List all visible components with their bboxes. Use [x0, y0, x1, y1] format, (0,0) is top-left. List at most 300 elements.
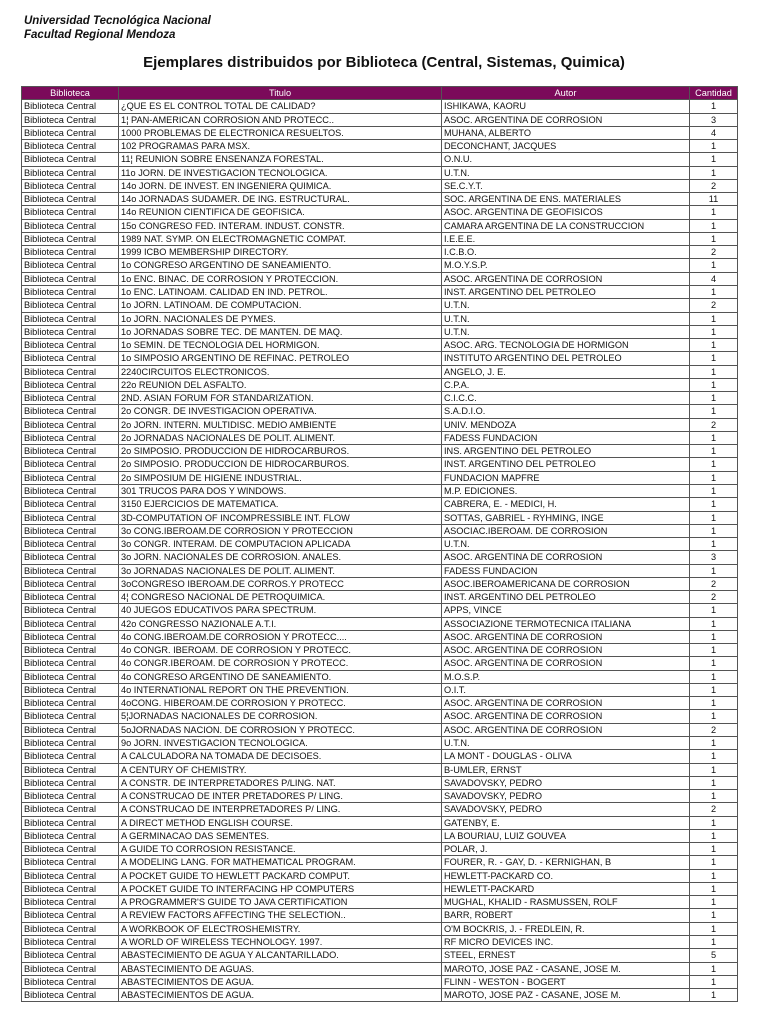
biblioteca-cell: Biblioteca Central	[22, 723, 119, 736]
table-row	[22, 657, 738, 670]
table-row	[22, 829, 738, 842]
table-row	[22, 790, 738, 803]
biblioteca-cell: Biblioteca Central	[22, 219, 119, 232]
autor-cell: C.I.C.C.	[442, 392, 690, 405]
table-row	[22, 325, 738, 338]
autor-cell: FADESS FUNDACION	[442, 564, 690, 577]
column-header-titulo: Titulo	[119, 87, 442, 100]
biblioteca-cell: Biblioteca Central	[22, 896, 119, 909]
titulo-cell: 3o CONG.IBEROAM.DE CORROSION Y PROTECCION	[119, 524, 442, 537]
autor-cell: INST. ARGENTINO DEL PETROLEO	[442, 458, 690, 471]
autor-cell: ASOC. ARGENTINA DE CORROSION	[442, 723, 690, 736]
autor-cell: LA BOURIAU, LUIZ GOUVEA	[442, 829, 690, 842]
table-row	[22, 484, 738, 497]
autor-cell: C.P.A.	[442, 378, 690, 391]
table-row	[22, 882, 738, 895]
biblioteca-cell: Biblioteca Central	[22, 458, 119, 471]
autor-cell: M.O.S.P.	[442, 670, 690, 683]
cantidad-cell: 2	[690, 179, 738, 192]
titulo-cell: A GERMINACAO DAS SEMENTES.	[119, 829, 442, 842]
cantidad-cell: 1	[690, 378, 738, 391]
table-row	[22, 352, 738, 365]
titulo-cell: 4o CONG.IBEROAM.DE CORROSION Y PROTECC....	[119, 630, 442, 643]
cantidad-cell: 1	[690, 524, 738, 537]
table-row	[22, 418, 738, 431]
autor-cell: STEEL, ERNEST	[442, 949, 690, 962]
autor-cell: ISHIKAWA, KAORU	[442, 100, 690, 113]
autor-cell: M.P. EDICIONES.	[442, 484, 690, 497]
biblioteca-cell: Biblioteca Central	[22, 776, 119, 789]
autor-cell: ASOC. ARGENTINA DE CORROSION	[442, 657, 690, 670]
table-row	[22, 405, 738, 418]
biblioteca-cell: Biblioteca Central	[22, 630, 119, 643]
cantidad-cell: 1	[690, 352, 738, 365]
table-row	[22, 153, 738, 166]
titulo-cell: ABASTECIMIENTO DE AGUAS.	[119, 962, 442, 975]
autor-cell: O'M BOCKRIS, J. - FREDLEIN, R.	[442, 922, 690, 935]
titulo-cell: 102 PROGRAMAS PARA MSX.	[119, 140, 442, 153]
biblioteca-cell: Biblioteca Central	[22, 869, 119, 882]
biblioteca-cell: Biblioteca Central	[22, 299, 119, 312]
titulo-cell: 2o SIMPOSIO. PRODUCCION DE HIDROCARBUROS.	[119, 445, 442, 458]
table-row	[22, 100, 738, 113]
table-row	[22, 524, 738, 537]
page-title: Ejemplares distribuidos por Biblioteca (Central, Sistemas, Quimica)	[143, 54, 625, 71]
cantidad-cell: 1	[690, 750, 738, 763]
biblioteca-cell: Biblioteca Central	[22, 140, 119, 153]
table-row	[22, 750, 738, 763]
titulo-cell: A CENTURY OF CHEMISTRY.	[119, 763, 442, 776]
biblioteca-cell: Biblioteca Central	[22, 365, 119, 378]
autor-cell: ASOCIAC.IBEROAM. DE CORROSION	[442, 524, 690, 537]
biblioteca-cell: Biblioteca Central	[22, 737, 119, 750]
biblioteca-cell: Biblioteca Central	[22, 166, 119, 179]
biblioteca-cell: Biblioteca Central	[22, 949, 119, 962]
autor-cell: FUNDACION MAPFRE	[442, 471, 690, 484]
cantidad-cell: 2	[690, 418, 738, 431]
biblioteca-cell: Biblioteca Central	[22, 591, 119, 604]
titulo-cell: 11¦ REUNION SOBRE ENSENANZA FORESTAL.	[119, 153, 442, 166]
titulo-cell: 3150 EJERCICIOS DE MATEMATICA.	[119, 498, 442, 511]
cantidad-cell: 1	[690, 683, 738, 696]
table-row	[22, 577, 738, 590]
cantidad-cell: 1	[690, 630, 738, 643]
column-header-cantidad: Cantidad	[690, 87, 738, 100]
autor-cell: M.O.Y.S.P.	[442, 259, 690, 272]
table-row	[22, 989, 738, 1002]
cantidad-cell: 1	[690, 882, 738, 895]
titulo-cell: 3o JORN. NACIONALES DE CORROSION. ANALES.	[119, 551, 442, 564]
autor-cell: CAMARA ARGENTINA DE LA CONSTRUCCION	[442, 219, 690, 232]
autor-cell: I.E.E.E.	[442, 232, 690, 245]
table-body	[22, 100, 738, 1002]
table-row	[22, 299, 738, 312]
titulo-cell: 1000 PROBLEMAS DE ELECTRONICA RESUELTOS.	[119, 126, 442, 139]
biblioteca-cell: Biblioteca Central	[22, 816, 119, 829]
biblioteca-cell: Biblioteca Central	[22, 524, 119, 537]
biblioteca-cell: Biblioteca Central	[22, 617, 119, 630]
cantidad-cell: 4	[690, 272, 738, 285]
biblioteca-cell: Biblioteca Central	[22, 445, 119, 458]
cantidad-cell: 1	[690, 843, 738, 856]
cantidad-cell: 1	[690, 471, 738, 484]
biblioteca-cell: Biblioteca Central	[22, 564, 119, 577]
titulo-cell: 2o JORN. INTERN. MULTIDISC. MEDIO AMBIENTE	[119, 418, 442, 431]
titulo-cell: 4o CONGR. IBEROAM. DE CORROSION Y PROTECC.	[119, 644, 442, 657]
table-row	[22, 630, 738, 643]
cantidad-cell: 2	[690, 299, 738, 312]
titulo-cell: A MODELING LANG. FOR MATHEMATICAL PROGRAM.	[119, 856, 442, 869]
titulo-cell: 3o JORNADAS NACIONALES DE POLIT. ALIMENT.	[119, 564, 442, 577]
cantidad-cell: 1	[690, 232, 738, 245]
table-row	[22, 683, 738, 696]
autor-cell: ASOC. ARGENTINA DE CORROSION	[442, 697, 690, 710]
titulo-cell: 1o ENC. BINAC. DE CORROSION Y PROTECCION.	[119, 272, 442, 285]
biblioteca-cell: Biblioteca Central	[22, 418, 119, 431]
table-row	[22, 471, 738, 484]
autor-cell: O.N.U.	[442, 153, 690, 166]
cantidad-cell: 1	[690, 166, 738, 179]
cantidad-cell: 1	[690, 697, 738, 710]
table-row	[22, 538, 738, 551]
column-header-autor: Autor	[442, 87, 690, 100]
autor-cell: SAVADOVSKY, PEDRO	[442, 790, 690, 803]
titulo-cell: 2ND. ASIAN FORUM FOR STANDARIZATION.	[119, 392, 442, 405]
biblioteca-cell: Biblioteca Central	[22, 471, 119, 484]
autor-cell: ASOC. ARGENTINA DE CORROSION	[442, 630, 690, 643]
biblioteca-cell: Biblioteca Central	[22, 392, 119, 405]
autor-cell: SAVADOVSKY, PEDRO	[442, 803, 690, 816]
autor-cell: FADESS FUNDACION	[442, 431, 690, 444]
cantidad-cell: 4	[690, 126, 738, 139]
table-row	[22, 206, 738, 219]
titulo-cell: 3o CONGR. INTERAM. DE COMPUTACION APLICADA	[119, 538, 442, 551]
biblioteca-cell: Biblioteca Central	[22, 644, 119, 657]
titulo-cell: 22o REUNION DEL ASFALTO.	[119, 378, 442, 391]
titulo-cell: 2o CONGR. DE INVESTIGACION OPERATIVA.	[119, 405, 442, 418]
table-row	[22, 365, 738, 378]
biblioteca-cell: Biblioteca Central	[22, 975, 119, 988]
titulo-cell: 2o SIMPOSIO. PRODUCCION DE HIDROCARBUROS.	[119, 458, 442, 471]
cantidad-cell: 1	[690, 431, 738, 444]
titulo-cell: A REVIEW FACTORS AFFECTING THE SELECTION..	[119, 909, 442, 922]
autor-cell: B-UMLER, ERNST	[442, 763, 690, 776]
cantidad-cell: 1	[690, 140, 738, 153]
table-row	[22, 392, 738, 405]
biblioteca-cell: Biblioteca Central	[22, 484, 119, 497]
cantidad-cell: 11	[690, 193, 738, 206]
autor-cell: SE.C.Y.T.	[442, 179, 690, 192]
biblioteca-cell: Biblioteca Central	[22, 803, 119, 816]
biblioteca-cell: Biblioteca Central	[22, 790, 119, 803]
cantidad-cell: 1	[690, 538, 738, 551]
biblioteca-cell: Biblioteca Central	[22, 962, 119, 975]
table-row	[22, 776, 738, 789]
column-header-biblioteca: Biblioteca	[22, 87, 119, 100]
table-row	[22, 975, 738, 988]
table-row	[22, 272, 738, 285]
cantidad-cell: 1	[690, 670, 738, 683]
titulo-cell: 4o CONGRESO ARGENTINO DE SANEAMIENTO.	[119, 670, 442, 683]
autor-cell: SAVADOVSKY, PEDRO	[442, 776, 690, 789]
autor-cell: ASOC. ARGENTINA DE CORROSION	[442, 551, 690, 564]
table-row	[22, 511, 738, 524]
biblioteca-cell: Biblioteca Central	[22, 405, 119, 418]
titulo-cell: A CALCULADORA NA TOMADA DE DECISOES.	[119, 750, 442, 763]
cantidad-cell: 1	[690, 776, 738, 789]
autor-cell: MUGHAL, KHALID - RASMUSSEN, ROLF	[442, 896, 690, 909]
autor-cell: RF MICRO DEVICES INC.	[442, 936, 690, 949]
titulo-cell: A CONSTR. DE INTERPRETADORES P/LING. NAT.	[119, 776, 442, 789]
cantidad-cell: 1	[690, 285, 738, 298]
autor-cell: ASOC. ARGENTINA DE CORROSION	[442, 272, 690, 285]
autor-cell: APPS, VINCE	[442, 604, 690, 617]
titulo-cell: 42o CONGRESSO NAZIONALE A.T.I.	[119, 617, 442, 630]
titulo-cell: 5¦JORNADAS NACIONALES DE CORROSION.	[119, 710, 442, 723]
titulo-cell: ABASTECIMIENTO DE AGUA Y ALCANTARILLADO.	[119, 949, 442, 962]
biblioteca-cell: Biblioteca Central	[22, 498, 119, 511]
titulo-cell: 4¦ CONGRESO NACIONAL DE PETROQUIMICA.	[119, 591, 442, 604]
table-row	[22, 179, 738, 192]
biblioteca-cell: Biblioteca Central	[22, 909, 119, 922]
autor-cell: ASOC.IBEROAMERICANA DE CORROSION	[442, 577, 690, 590]
cantidad-cell: 1	[690, 856, 738, 869]
autor-cell: ASOC. ARGENTINA DE GEOFISICOS	[442, 206, 690, 219]
biblioteca-cell: Biblioteca Central	[22, 538, 119, 551]
titulo-cell: 1999 ICBO MEMBERSHIP DIRECTORY.	[119, 246, 442, 259]
autor-cell: ASOC. ARGENTINA DE CORROSION	[442, 644, 690, 657]
autor-cell: SOC. ARGENTINA DE ENS. MATERIALES	[442, 193, 690, 206]
table-row	[22, 126, 738, 139]
titulo-cell: A CONSTRUCAO DE INTERPRETADORES P/ LING.	[119, 803, 442, 816]
cantidad-cell: 1	[690, 657, 738, 670]
titulo-cell: 4o CONGR.IBEROAM. DE CORROSION Y PROTECC.	[119, 657, 442, 670]
table-row	[22, 922, 738, 935]
table-row	[22, 378, 738, 391]
cantidad-cell: 1	[690, 936, 738, 949]
table-row	[22, 962, 738, 975]
titulo-cell: ¿QUE ES EL CONTROL TOTAL DE CALIDAD?	[119, 100, 442, 113]
table-row	[22, 591, 738, 604]
autor-cell: U.T.N.	[442, 538, 690, 551]
cantidad-cell: 3	[690, 113, 738, 126]
table-header-row	[22, 87, 738, 100]
titulo-cell: A POCKET GUIDE TO HEWLETT PACKARD COMPUT.	[119, 869, 442, 882]
cantidad-cell: 2	[690, 803, 738, 816]
biblioteca-cell: Biblioteca Central	[22, 113, 119, 126]
autor-cell: ASOC. ARG. TECNOLOGIA DE HORMIGON	[442, 339, 690, 352]
autor-cell: CABRERA, E. - MEDICI, H.	[442, 498, 690, 511]
autor-cell: S.A.D.I.O.	[442, 405, 690, 418]
biblioteca-cell: Biblioteca Central	[22, 989, 119, 1002]
autor-cell: MUHANA, ALBERTO	[442, 126, 690, 139]
biblioteca-cell: Biblioteca Central	[22, 511, 119, 524]
table-row	[22, 140, 738, 153]
titulo-cell: A POCKET GUIDE TO INTERFACING HP COMPUTERS	[119, 882, 442, 895]
titulo-cell: 2o SIMPOSIUM DE HIGIENE INDUSTRIAL.	[119, 471, 442, 484]
titulo-cell: ABASTECIMIENTOS DE AGUA.	[119, 989, 442, 1002]
table-row	[22, 617, 738, 630]
faculty-name: Facultad Regional Mendoza	[24, 29, 176, 41]
biblioteca-cell: Biblioteca Central	[22, 710, 119, 723]
table-row	[22, 644, 738, 657]
autor-cell: DECONCHANT, JACQUES	[442, 140, 690, 153]
cantidad-cell: 5	[690, 949, 738, 962]
titulo-cell: 4oCONG. HIBEROAM.DE CORROSION Y PROTECC.	[119, 697, 442, 710]
autor-cell: FOURER, R. - GAY, D. - KERNIGHAN, B	[442, 856, 690, 869]
biblioteca-cell: Biblioteca Central	[22, 431, 119, 444]
cantidad-cell: 2	[690, 723, 738, 736]
titulo-cell: 1o JORN. LATINOAM. DE COMPUTACION.	[119, 299, 442, 312]
autor-cell: U.T.N.	[442, 325, 690, 338]
biblioteca-cell: Biblioteca Central	[22, 829, 119, 842]
biblioteca-cell: Biblioteca Central	[22, 551, 119, 564]
autor-cell: INSTITUTO ARGENTINO DEL PETROLEO	[442, 352, 690, 365]
table-row	[22, 458, 738, 471]
table-row	[22, 431, 738, 444]
biblioteca-cell: Biblioteca Central	[22, 153, 119, 166]
titulo-cell: A GUIDE TO CORROSION RESISTANCE.	[119, 843, 442, 856]
autor-cell: INST. ARGENTINO DEL PETROLEO	[442, 591, 690, 604]
autor-cell: U.T.N.	[442, 312, 690, 325]
titulo-cell: A WORKBOOK OF ELECTROSHEMISTRY.	[119, 922, 442, 935]
table-row	[22, 737, 738, 750]
cantidad-cell: 1	[690, 922, 738, 935]
table-row	[22, 816, 738, 829]
table-row	[22, 803, 738, 816]
titulo-cell: 2o JORNADAS NACIONALES DE POLIT. ALIMENT.	[119, 431, 442, 444]
cantidad-cell: 1	[690, 312, 738, 325]
biblioteca-cell: Biblioteca Central	[22, 352, 119, 365]
table-row	[22, 763, 738, 776]
biblioteca-cell: Biblioteca Central	[22, 697, 119, 710]
titulo-cell: 15o CONGRESO FED. INTERAM. INDUST. CONSTR.	[119, 219, 442, 232]
biblioteca-cell: Biblioteca Central	[22, 272, 119, 285]
cantidad-cell: 1	[690, 498, 738, 511]
cantidad-cell: 1	[690, 219, 738, 232]
autor-cell: HEWLETT-PACKARD	[442, 882, 690, 895]
titulo-cell: 14o JORN. DE INVEST. EN INGENIERA QUIMICA.	[119, 179, 442, 192]
cantidad-cell: 1	[690, 153, 738, 166]
titulo-cell: 5oJORNADAS NACION. DE CORROSION Y PROTECC.	[119, 723, 442, 736]
titulo-cell: 14o REUNION CIENTIFICA DE GEOFISICA.	[119, 206, 442, 219]
table-row	[22, 498, 738, 511]
cantidad-cell: 1	[690, 962, 738, 975]
titulo-cell: 2240CIRCUITOS ELECTRONICOS.	[119, 365, 442, 378]
biblioteca-cell: Biblioteca Central	[22, 670, 119, 683]
cantidad-cell: 1	[690, 259, 738, 272]
cantidad-cell: 1	[690, 896, 738, 909]
cantidad-cell: 1	[690, 909, 738, 922]
autor-cell: INST. ARGENTINO DEL PETROLEO	[442, 285, 690, 298]
titulo-cell: A DIRECT METHOD ENGLISH COURSE.	[119, 816, 442, 829]
cantidad-cell: 1	[690, 405, 738, 418]
cantidad-cell: 2	[690, 591, 738, 604]
autor-cell: GATENBY, E.	[442, 816, 690, 829]
table-row	[22, 339, 738, 352]
cantidad-cell: 2	[690, 246, 738, 259]
cantidad-cell: 1	[690, 617, 738, 630]
cantidad-cell: 1	[690, 763, 738, 776]
biblioteca-cell: Biblioteca Central	[22, 179, 119, 192]
titulo-cell: 301 TRUCOS PARA DOS Y WINDOWS.	[119, 484, 442, 497]
cantidad-cell: 1	[690, 604, 738, 617]
biblioteca-cell: Biblioteca Central	[22, 126, 119, 139]
biblioteca-cell: Biblioteca Central	[22, 922, 119, 935]
titulo-cell: 9o JORN. INVESTIGACION TECNOLOGICA.	[119, 737, 442, 750]
titulo-cell: A CONSTRUCAO DE INTER PRETADORES P/ LING.	[119, 790, 442, 803]
cantidad-cell: 1	[690, 339, 738, 352]
cantidad-cell: 1	[690, 644, 738, 657]
titulo-cell: 1o SEMIN. DE TECNOLOGIA DEL HORMIGON.	[119, 339, 442, 352]
biblioteca-cell: Biblioteca Central	[22, 683, 119, 696]
autor-cell: ASOC. ARGENTINA DE CORROSION	[442, 710, 690, 723]
biblioteca-cell: Biblioteca Central	[22, 856, 119, 869]
titulo-cell: 40 JUEGOS EDUCATIVOS PARA SPECTRUM.	[119, 604, 442, 617]
autor-cell: LA MONT - DOUGLAS - OLIVA	[442, 750, 690, 763]
biblioteca-cell: Biblioteca Central	[22, 232, 119, 245]
cantidad-cell: 1	[690, 365, 738, 378]
table-row	[22, 697, 738, 710]
autor-cell: I.C.B.O.	[442, 246, 690, 259]
biblioteca-cell: Biblioteca Central	[22, 604, 119, 617]
cantidad-cell: 3	[690, 551, 738, 564]
titulo-cell: 11o JORN. DE INVESTIGACION TECNOLOGICA.	[119, 166, 442, 179]
biblioteca-cell: Biblioteca Central	[22, 750, 119, 763]
table-row	[22, 896, 738, 909]
biblioteca-cell: Biblioteca Central	[22, 325, 119, 338]
books-table	[21, 86, 738, 1002]
cantidad-cell: 1	[690, 484, 738, 497]
table-row	[22, 909, 738, 922]
autor-cell: U.T.N.	[442, 737, 690, 750]
cantidad-cell: 2	[690, 577, 738, 590]
titulo-cell: 3oCONGRESO IBEROAM.DE CORROS.Y PROTECC	[119, 577, 442, 590]
biblioteca-cell: Biblioteca Central	[22, 259, 119, 272]
autor-cell: MAROTO, JOSE PAZ - CASANE, JOSE M.	[442, 962, 690, 975]
autor-cell: U.T.N.	[442, 299, 690, 312]
autor-cell: SOTTAS, GABRIEL - RYHMING, INGE	[442, 511, 690, 524]
titulo-cell: 1o JORNADAS SOBRE TEC. DE MANTEN. DE MAQ.	[119, 325, 442, 338]
titulo-cell: 1¦ PAN-AMERICAN CORROSION AND PROTECC..	[119, 113, 442, 126]
table-row	[22, 936, 738, 949]
autor-cell: BARR, ROBERT	[442, 909, 690, 922]
titulo-cell: 4o INTERNATIONAL REPORT ON THE PREVENTION.	[119, 683, 442, 696]
biblioteca-cell: Biblioteca Central	[22, 339, 119, 352]
header	[24, 14, 211, 42]
table-row	[22, 166, 738, 179]
titulo-cell: 1989 NAT. SYMP. ON ELECTROMAGNETIC COMPAT.	[119, 232, 442, 245]
autor-cell: FLINN - WESTON - BOGERT	[442, 975, 690, 988]
table-row	[22, 710, 738, 723]
cantidad-cell: 1	[690, 458, 738, 471]
table-row	[22, 312, 738, 325]
cantidad-cell: 1	[690, 975, 738, 988]
cantidad-cell: 1	[690, 392, 738, 405]
cantidad-cell: 1	[690, 100, 738, 113]
autor-cell: MAROTO, JOSE PAZ - CASANE, JOSE M.	[442, 989, 690, 1002]
cantidad-cell: 1	[690, 829, 738, 842]
table-row	[22, 723, 738, 736]
table-row	[22, 551, 738, 564]
cantidad-cell: 1	[690, 737, 738, 750]
table-row	[22, 246, 738, 259]
cantidad-cell: 1	[690, 445, 738, 458]
titulo-cell: 14o JORNADAS SUDAMER. DE ING. ESTRUCTURAL.	[119, 193, 442, 206]
biblioteca-cell: Biblioteca Central	[22, 763, 119, 776]
university-name: Universidad Tecnológica Nacional	[24, 15, 211, 27]
table-row	[22, 949, 738, 962]
